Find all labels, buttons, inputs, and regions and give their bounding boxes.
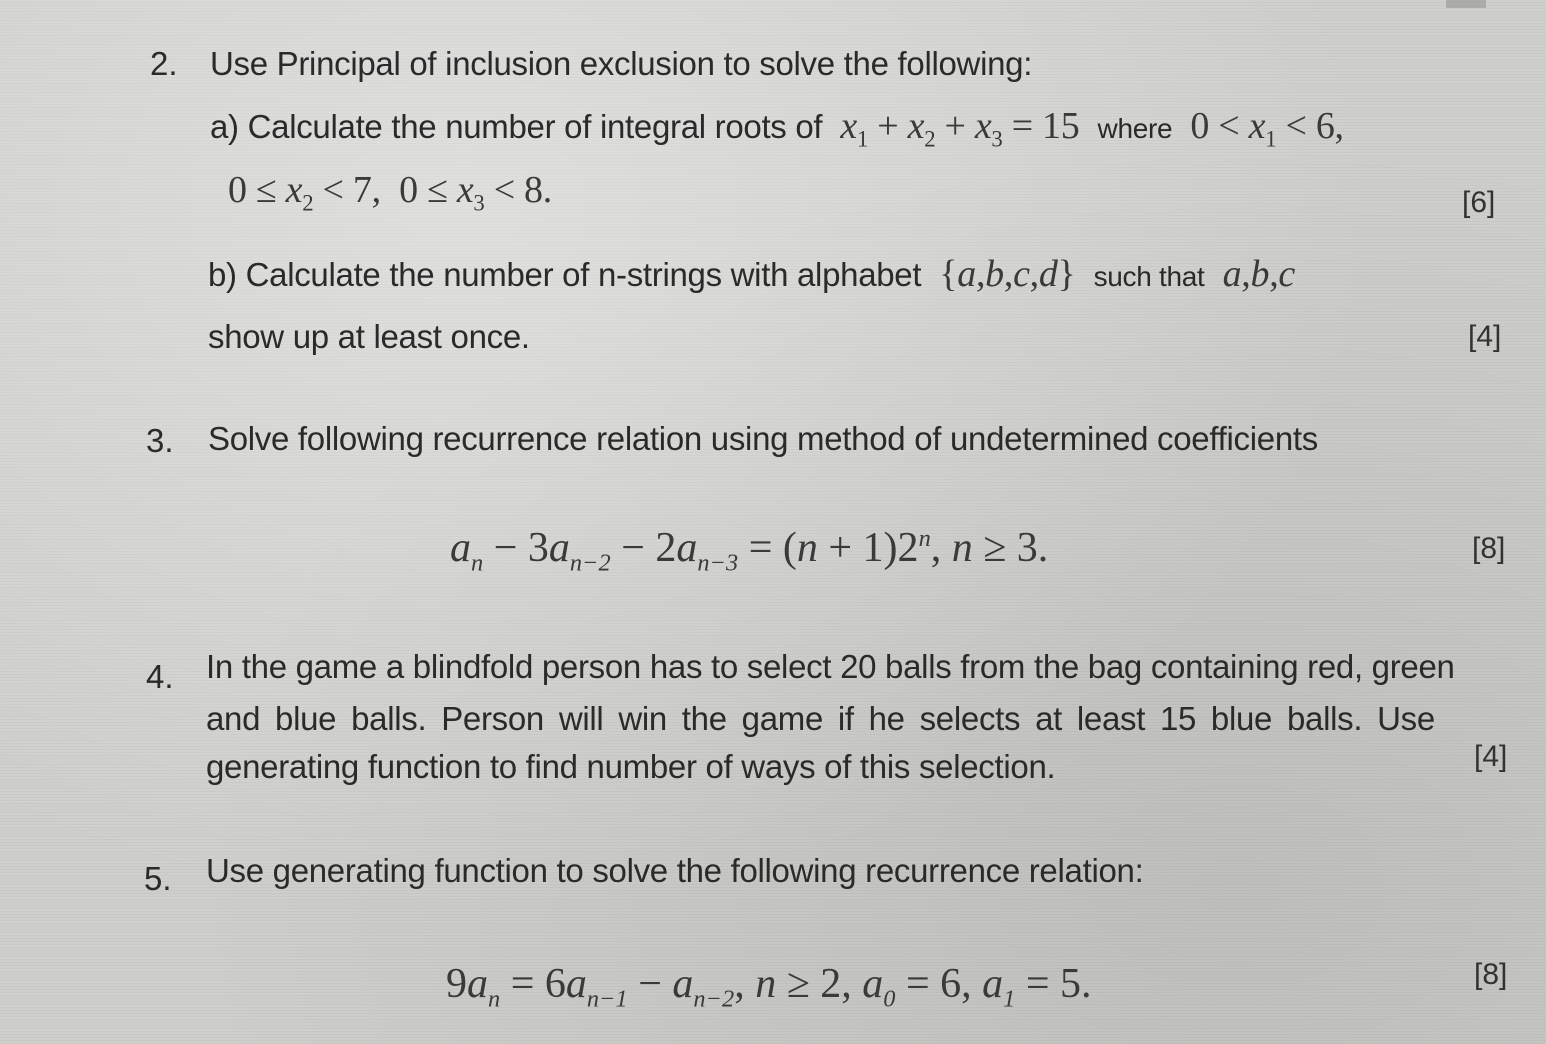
q2b-letters: a,b,c <box>1222 253 1295 295</box>
q2b-text: b) Calculate the number of n-strings with alphabet <box>208 256 922 293</box>
q2b-marks: [4] <box>1468 320 1502 353</box>
q5-number: 5. <box>144 860 172 897</box>
q2a-where: where <box>1097 113 1173 144</box>
q3-title: Solve following recurrence relation using method of undetermined coefficients <box>208 420 1318 457</box>
q4-line2: and blue balls. Person will win the game if he selects at least 15 blue balls. Use <box>206 700 1435 737</box>
q4-line3: generating function to find number of ways of this selection. <box>206 748 1056 785</box>
q5-recurrence-equation: $9a_n = 6a_{n-1} - a_{n-2}$, n ≥ 2, $a_0 = 6$, $a_1 = 5$. <box>446 961 1092 1013</box>
q2b-such-that: such that <box>1093 261 1205 292</box>
q2a-equation: $x_1 + x_2 + x_3 = 15$ <box>840 105 1089 152</box>
q2a-constraints-x2-x3: $0 \le x_2 < 7$, $0 \le x_3 < 8$. <box>228 169 552 216</box>
q2a-text: a) Calculate the number of integral roots of <box>210 108 823 145</box>
q2-title: Use Principal of inclusion exclusion to solve the following: <box>210 45 1033 82</box>
q2b-line2: show up at least once. <box>208 318 530 355</box>
q4-line1: In the game a blindfold person has to select 20 balls from the bag containing red, green <box>206 648 1455 685</box>
q5-marks: [8] <box>1474 958 1508 991</box>
q2a-constraint-x1: $0 < x_1 < 6$, <box>1181 105 1344 152</box>
q5-title: Use generating function to solve the following recurrence relation: <box>206 852 1144 889</box>
q3-recurrence-equation: $a_n - 3a_{n-2} - 2a_{n-3} = (n + 1)2^n$, n ≥ 3. <box>450 525 1049 577</box>
q3-number: 3. <box>146 422 174 459</box>
q2b-line1 <box>208 252 1295 296</box>
q4-number: 4. <box>146 658 174 695</box>
q4-marks: [4] <box>1474 740 1508 773</box>
page-edge-mark <box>1446 0 1486 8</box>
q3-marks: [8] <box>1472 532 1506 565</box>
q2a-marks: [6] <box>1462 186 1496 219</box>
q2-number: 2. <box>150 45 178 82</box>
q2a-line1 <box>210 104 1344 153</box>
q2b-alphabet: {a,b,c,d} <box>930 253 1085 295</box>
